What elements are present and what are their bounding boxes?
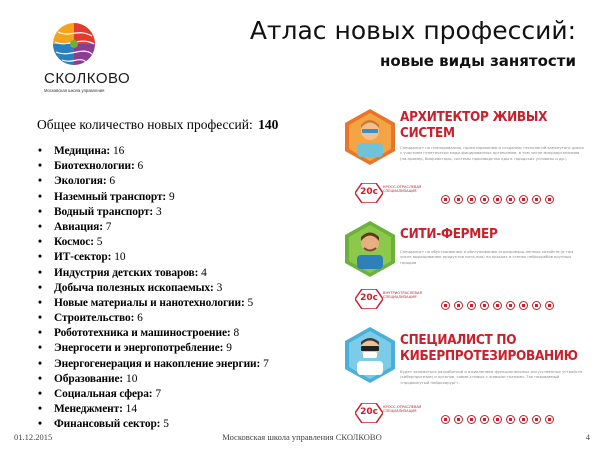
card-spec: ВНУТРИОТРАСЛЕВАЯ СПЕЦИАЛИЗАЦИЯ [383, 291, 422, 300]
industry-icon [441, 415, 450, 424]
industry-icons-row [441, 189, 591, 199]
list-item [38, 144, 269, 159]
slide-subtitle: новые виды занятости [380, 52, 576, 70]
industry-name: Экология: [54, 175, 107, 188]
industry-name: Индустрия детских товаров: [54, 266, 199, 279]
industry-icon [532, 415, 541, 424]
industry-name: Медицина: [54, 145, 111, 157]
industry-name: Строительство: [54, 312, 135, 325]
skolkovo-logo [44, 22, 131, 93]
industry-icon [480, 301, 489, 310]
industry-name: Образование: [54, 372, 124, 385]
industry-icon [454, 301, 463, 310]
industry-count: 6 [109, 175, 116, 188]
list-item [38, 341, 269, 356]
list-item [38, 220, 269, 235]
list-item [38, 326, 269, 341]
industry-name: Энергосети и энергопотребление: [54, 342, 224, 355]
industry-count: 10 [114, 251, 126, 264]
industry-name: Социальная сфера: [54, 388, 153, 400]
card-title-line: КИБЕРПРОТЕЗИРОВАНИЮ [400, 349, 578, 364]
page-number: 4 [585, 432, 590, 442]
slide-title: Атлас новых профессий: [249, 16, 576, 45]
industry-name: Биотехнологии: [54, 160, 135, 173]
profession-cards [345, 105, 592, 425]
industry-count: 5 [163, 418, 169, 431]
industry-icon [506, 415, 515, 424]
profession-card-city-farmer [345, 217, 592, 317]
list-item [38, 205, 269, 220]
industry-name: Робототехника и машиностроение: [54, 327, 231, 340]
industry-name: Менеджмент: [54, 403, 123, 416]
industry-icon [493, 415, 502, 424]
cyber-specialist-avatar-icon [353, 333, 387, 375]
industry-icons-row [441, 295, 591, 305]
card-description: Будет заниматься разработкой и вживлением функциональных искусственных устройств (киберпротезов) и органов, совме-стимых с живыми тканями. Так называемый «продвинутый нейрохирург». [400, 369, 583, 385]
card-title-line: АРХИТЕКТОР ЖИВЫХ [400, 110, 548, 125]
industry-icon [493, 301, 502, 310]
profession-card-cyberprosthetics [345, 323, 592, 425]
industry-count: 6 [137, 312, 143, 325]
industry-count: 4 [201, 266, 207, 279]
profession-card-architect [345, 105, 592, 210]
list-item [38, 387, 269, 402]
industry-count: 10 [126, 372, 138, 385]
industry-name: ИТ-сектор: [54, 251, 112, 264]
industry-count: 14 [125, 403, 138, 416]
industry-icon [519, 415, 528, 424]
card-spec: КРОСС-ОТРАСЛЕВАЯ СПЕЦИАЛИЗАЦИЯ [383, 405, 422, 414]
industry-count: 5 [96, 236, 103, 249]
industry-list [38, 144, 269, 433]
industry-count: 3 [216, 281, 223, 294]
industry-icon [545, 195, 554, 204]
list-item [38, 311, 269, 326]
industry-count: 5 [247, 296, 254, 309]
industry-icon [532, 301, 541, 310]
industry-icon [480, 415, 489, 424]
list-item [38, 235, 269, 250]
total-professions [37, 117, 278, 133]
list-item [38, 296, 269, 311]
industry-name: Космос: [54, 236, 94, 249]
industry-count: 8 [233, 327, 240, 340]
industry-icon [454, 195, 463, 204]
list-item [38, 266, 269, 281]
list-item [38, 190, 269, 205]
card-title-line: СИТИ-ФЕРМЕР [400, 227, 498, 242]
industry-count: 3 [155, 205, 162, 218]
industry-icon [467, 415, 476, 424]
industry-icon [441, 195, 450, 204]
industry-icon [506, 301, 515, 310]
footer-organization: Московская школа управления СКОЛКОВО [222, 432, 382, 442]
logo-subtitle: Московская школа управления [44, 88, 105, 93]
industry-name: Добыча полезных ископаемых: [54, 281, 214, 294]
industry-name: Новые материалы и нанотехнологии: [54, 296, 245, 309]
card-description: Специалист по обустраиванию и обслуживанию агропромыш-ленных хозяйств (в том числе выращиванию продуктов пита-ния) на крышах и стенах небоскрёбов крупных городов [400, 249, 574, 265]
card-title-line: СПЕЦИАЛИСТ ПО [400, 333, 517, 348]
industry-name: Водный транспорт: [54, 205, 154, 218]
industry-icon [506, 195, 515, 204]
card-title [400, 110, 547, 142]
industry-count: 7 [105, 220, 112, 233]
list-item [38, 174, 269, 189]
farmer-avatar-icon [353, 227, 387, 269]
list-item [38, 281, 269, 296]
card-spec: КРОСС-ОТРАСЛЕВАЯ СПЕЦИАЛИЗАЦИЯ [383, 185, 422, 194]
card-badge: 20с [360, 293, 378, 303]
industry-count: 9 [226, 342, 232, 355]
card-description: Специалист по планированию, проектированию и созданию технологий замкнутого цикла с участием генетически моди-фицированных организмов, в том числе микроорганизмов (на-пример, биореакторы, системы производства еды в городских условиях и др.) [400, 145, 584, 161]
industry-icon [441, 301, 450, 310]
total-label: Общее количество новых профессий: [37, 117, 253, 132]
card-badge: 20с [360, 407, 378, 417]
architect-avatar-icon [353, 115, 387, 157]
industry-icon [454, 415, 463, 424]
list-item [38, 159, 269, 174]
industry-icon [519, 301, 528, 310]
list-item [38, 372, 269, 387]
industry-icon [467, 195, 476, 204]
industry-count: 16 [112, 145, 125, 157]
card-title [400, 333, 578, 365]
skolkovo-logo-icon [52, 22, 96, 66]
industry-count: 9 [169, 190, 175, 203]
industry-count: 7 [155, 388, 162, 400]
total-value: 140 [258, 117, 279, 132]
industry-icon [532, 195, 541, 204]
industry-name: Наземный транспорт: [54, 190, 167, 203]
list-item [38, 417, 269, 432]
industry-icons-row [441, 409, 591, 419]
industry-name: Энергогенерация и накопление энергии: [54, 357, 261, 370]
industry-icon [519, 195, 528, 204]
industry-count: 7 [263, 357, 269, 370]
industry-icon [480, 195, 489, 204]
list-item [38, 357, 269, 372]
industry-icon [545, 415, 554, 424]
industry-icon [493, 195, 502, 204]
card-title-line: СИСТЕМ [400, 126, 455, 141]
list-item [38, 250, 269, 265]
industry-name: Авиация: [54, 220, 103, 233]
industry-count: 6 [137, 160, 144, 173]
card-badge: 20с [360, 187, 378, 197]
industry-icon [545, 301, 554, 310]
list-item [38, 402, 269, 417]
footer-date: 01.12.2015 [14, 432, 53, 442]
industry-icon [467, 301, 476, 310]
industry-name: Финансовый сектор: [54, 418, 161, 431]
logo-wordmark: СКОЛКОВО [44, 70, 131, 87]
card-title [400, 227, 498, 243]
